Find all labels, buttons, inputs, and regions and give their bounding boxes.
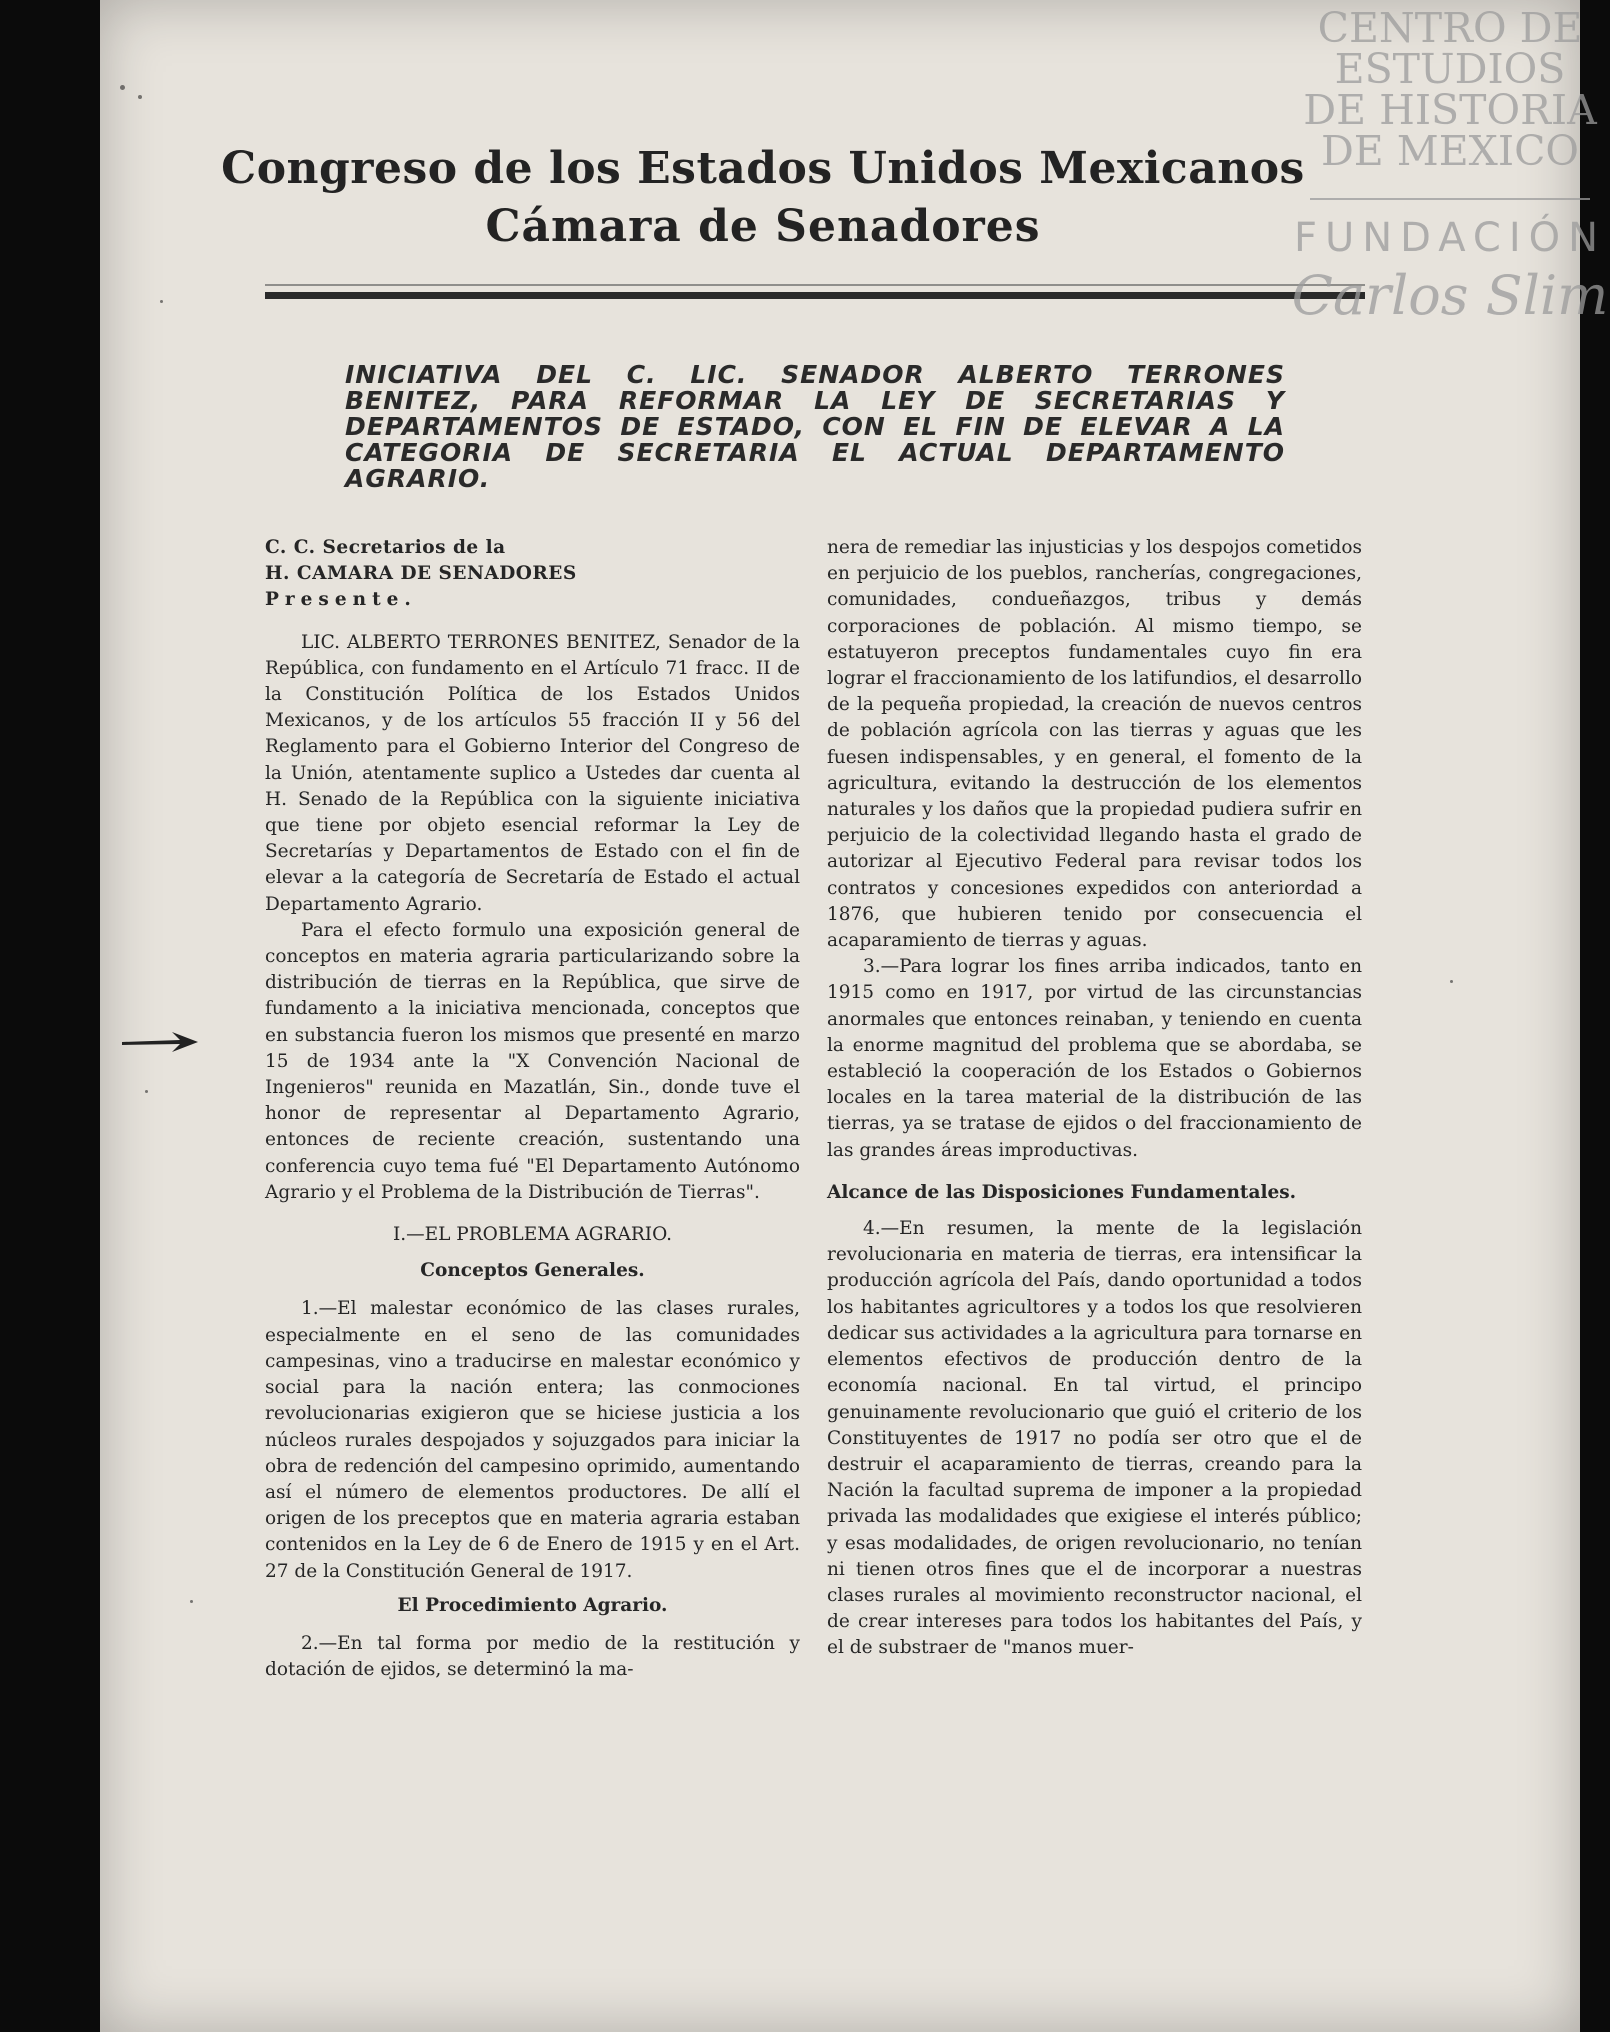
presente: Presente. [265,589,417,611]
watermark-line: DE HISTORIA [1303,86,1597,134]
subsection-title: Conceptos Generales. [420,1260,645,1282]
section-title: I.—EL PROBLEMA AGRARIO. [392,1224,673,1246]
paragraph: nera de remediar las injusticias y los despojos cometidos en perjuicio de los pueblos, rancherías, congregaciones, comunidades, condueñazgos, tribus y demás corporaciones de población. Al mismo tiempo, se estatuyeron preceptos fundamentales cuyo fin era lograr el fraccionamiento de los latifundios, el desarrollo de la pequeña propiedad, la creación de nuevos centros de población agrícola con las tierras y aguas que les fuesen indispensables, y en general, el fomento de la agricultura, evitando la destrucción de los elementos naturales y los daños que la propiedad pudiera sufrir en perjuicio de la colectividad llegando hasta el grado de autorizar al Ejecutivo Federal para revisar todos los contratos y concesiones expedidos con anteriordad a 1876, que hubieren tenido por consecuencia el acaparamiento de tierras y aguas. [827,537,1362,952]
paragraph: 1.—El malestar económico de las clases rurales, especialmente en el seno de las comunidades campesinas, vino a traducirse en malestar económico y social para la nación entera; las conmociones revolucionarias exigieron que se hiciese justicia a los núcleos rurales despojados y sojuzgados para iniciar la obra de redención del campesino oprimido, aumentando así el número de elementos productores. De allí el origen de los preceptos que en materia agraria estaban contenidos en la Ley de 6 de Enero de 1915 y en el Art. 27 de la Constitución General de 1917. [265,1298,800,1582]
paragraph: 2.—En tal forma por medio de la restitución y dotación de ejidos, se determinó la ma- [265,1632,800,1681]
watermark-line: CENTRO DE [1317,4,1583,52]
dust-speck [120,85,125,90]
hand-drawn-arrow-icon [120,1028,200,1056]
addressee-line-2: H. CAMARA DE SENADORES [265,563,577,585]
paragraph: 4.—En resumen, la mente de la legislación revolucionaria en materia de tierras, era intensificar la producción agrícola del País, dando oportunidad a todos los habitantes agricultores y a todos los que resolvieren dedicar sus actividades a la agricultura para tornarse en elementos efectivos de producción dentro de la economía nacional. En tal virtud, el principo genuinamente revolucionario que guió el criterio de los Constituyentes de 1917 no podía ser otro que el de destruir el acaparamiento de tierras, creando para la Nación la facultad suprema de imponer a la propiedad privada las modalidades que exigiese el interés público; y esas modalidades, de origen revolucionario, no tenían ni tienen otros fines que el de incorporar a nuestras clases rurales al movimiento reconstructor nacional, el de crear intereses para todos los habitantes del País, y el de substraer de "manos muer- [827,1218,1362,1659]
paragraph: 3.—Para lograr los fines arriba indicados, tanto en 1915 como en 1917, por virtud de las circunstancias anormales que entonces reinaban, y teniendo en cuenta la enorme magnitud del problema que se abordaba, se estableció la cooperación de los Estados o Gobiernos locales en la tarea material de la distribución de las tierras, ya se tratase de ejidos o del fraccionamiento de las grandes áreas improductivas. [827,956,1362,1161]
dust-speck [190,1600,193,1603]
header-divider [265,292,1365,299]
watermark-fundacion: FUNDACIÓN [1293,215,1607,261]
watermark-divider [1310,198,1590,200]
watermark-line: ESTUDIOS [1334,45,1566,93]
archive-watermark [1290,4,1610,327]
right-column [827,535,1362,1662]
dust-speck [160,300,163,303]
section-heading: Alcance de las Disposiciones Fundamentales. [827,1181,1297,1203]
header-line-1: Congreso de los Estados Unidos Mexicanos [221,143,1305,194]
watermark-signature: Carlos Slim [1291,264,1609,327]
initiative-title: INICIATIVA DEL C. LIC. SENADOR ALBERTO TERRONES BENITEZ, PARA REFORMAR LA LEY DE SECRETARIAS Y DEPARTAMENTOS DE ESTADO, CON EL FIN DE ELEVAR A LA CATEGORIA DE SECRETARIA EL ACTUAL DEPARTAMENTO AGRARIO. [345,360,1285,493]
dust-speck [1450,980,1453,983]
document-header [163,140,1363,256]
watermark-line: DE MEXICO [1320,127,1580,175]
header-line-2: Cámara de Senadores [485,201,1041,252]
dust-speck [145,1090,148,1093]
subsection-title: El Procedimiento Agrario. [397,1594,668,1616]
paragraph: Para el efecto formulo una exposición general de conceptos en materia agraria particularizando sobre la distribución de tierras en la República, que sirve de fundamento a la iniciativa mencionada, conceptos que en substancia fueron los mismos que presenté en marzo 15 de 1934 ante la "X Convención Nacional de Ingenieros" reunida en Mazatlán, Sin., donde tuve el honor de representar al Departamento Agrario, entonces de reciente creación, sustentando una conferencia cuyo tema fué "El Departamento Autónomo Agrario y el Problema de la Distribución de Tierras". [265,919,800,1203]
left-column [265,535,800,1683]
dust-speck [138,95,142,99]
paragraph: LIC. ALBERTO TERRONES BENITEZ, Senador de la República, con fundamento en el Artículo 71 fracc. II de la Constitución Política de los Estados Unidos Mexicanos, y de los artículos 55 fracción II y 56 del Reglamento para el Gobierno Interior del Congreso de la Unión, atentamente suplico a Ustedes dar cuenta al H. Senado de la República con la siguiente iniciativa que tiene por objeto esencial reformar la Ley de Secretarías y Departamentos de Estado con el fin de elevar a la categoría de Secretaría de Estado el actual Departamento Agrario. [265,631,800,915]
header-thin-rule [265,284,1365,286]
addressee-line-1: C. C. Secretarios de la [265,537,506,558]
